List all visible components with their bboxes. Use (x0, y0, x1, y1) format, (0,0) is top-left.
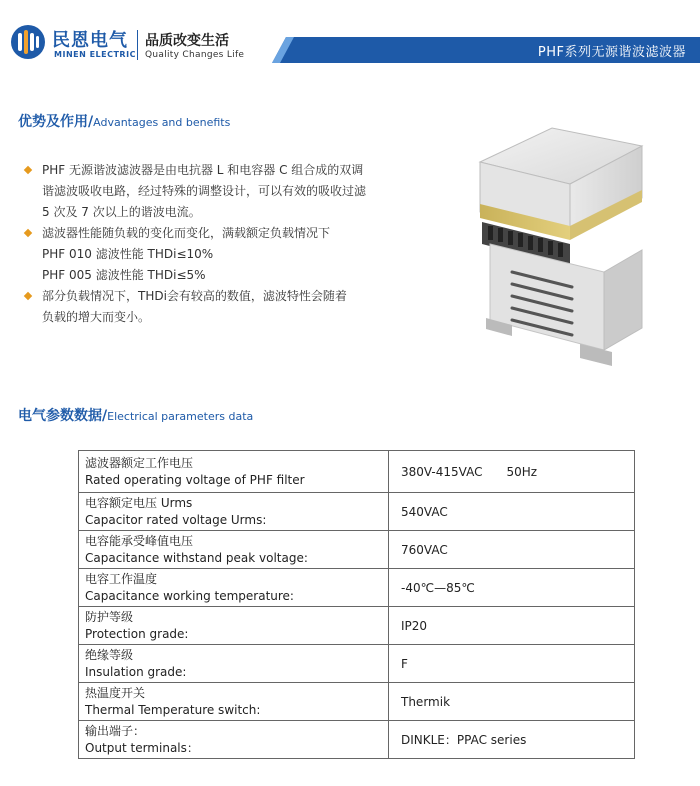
electrical-heading (18, 405, 253, 425)
param-value: DINKLE：PPAC series (389, 721, 635, 759)
param-label-cn: 电容额定电压 Urms (85, 495, 193, 510)
list-item-line: 负载的增大而变小。 (42, 310, 151, 324)
list-item-line: PHF 无源谐波滤波器是由电抗器 L 和电容器 C 组合成的双调 (42, 163, 364, 177)
param-label (79, 531, 389, 569)
list-item-line: 滤波器性能随负载的变化而变化，满载额定负载情况下 (42, 226, 331, 240)
electrical-params-table (78, 450, 635, 759)
param-label-cn: 输出端子： (85, 723, 146, 738)
param-label (79, 493, 389, 531)
list-item-line: 谐滤波吸收电路，经过特殊的调整设计，可以有效的吸收过滤 (42, 184, 367, 198)
param-label-en: Rated operating voltage of PHF filter (85, 472, 305, 487)
brand-name-cn: 民恩电气 (52, 30, 128, 51)
list-item-line: 5 次及 7 次以上的谐波电流。 (42, 205, 201, 219)
advantages-list (20, 160, 450, 328)
table-row (79, 683, 635, 721)
table-row (79, 451, 635, 493)
param-label-en: Capacitance working temperature: (85, 588, 294, 603)
slogan-en: Quality Changes Life (145, 50, 245, 60)
param-label (79, 607, 389, 645)
param-label-cn: 滤波器额定工作电压 (85, 455, 194, 470)
param-label-en: Thermal Temperature switch: (85, 702, 261, 717)
param-label-cn: 热温度开关 (85, 685, 146, 700)
slogan-cn: 品质改变生活 (145, 33, 229, 49)
param-label-cn: 防护等级 (85, 609, 134, 624)
table-row (79, 493, 635, 531)
param-label-en: Capacitor rated voltage Urms: (85, 512, 267, 527)
brand-name-en: MINEN ELECTRIC (54, 50, 136, 59)
table-row (79, 569, 635, 607)
param-value: 760VAC (389, 531, 635, 569)
brand-divider (137, 30, 138, 60)
param-label (79, 451, 389, 493)
brand-logo-icon (10, 24, 46, 60)
table-row (79, 531, 635, 569)
electrical-heading-en: Electrical parameters data (107, 410, 254, 423)
param-label (79, 645, 389, 683)
list-item (20, 160, 450, 223)
param-value: IP20 (389, 607, 635, 645)
param-value: Thermik (389, 683, 635, 721)
param-label-cn: 绝缘等级 (85, 647, 134, 662)
list-item-line: PHF 010 滤波性能 THDi≤10% (42, 247, 214, 261)
advantages-heading (18, 111, 230, 131)
param-value: -40℃—85℃ (389, 569, 635, 607)
bullet-diamond-icon (24, 166, 32, 174)
list-item-line: PHF 005 滤波性能 THDi≤5% (42, 268, 206, 282)
bullet-diamond-icon (24, 292, 32, 300)
product-photo (472, 122, 672, 392)
param-label-cn: 电容工作温度 (85, 571, 158, 586)
page-header (0, 0, 700, 80)
param-value: 540VAC (389, 493, 635, 531)
list-item (20, 223, 450, 286)
banner-title: PHF系列无源谐波滤波器 (537, 45, 686, 60)
bullet-diamond-icon (24, 229, 32, 237)
param-label (79, 721, 389, 759)
table-row (79, 645, 635, 683)
list-item (20, 286, 450, 328)
table-row (79, 721, 635, 759)
param-label (79, 569, 389, 607)
param-label-en: Insulation grade: (85, 664, 187, 679)
param-label-cn: 电容能承受峰值电压 (85, 533, 194, 548)
param-label (79, 683, 389, 721)
param-label-en: Capacitance withstand peak voltage: (85, 550, 308, 565)
param-value: F (389, 645, 635, 683)
param-value: 380V-415VAC 50Hz (389, 451, 635, 493)
param-label-en: Output terminals： (85, 740, 199, 755)
table-row (79, 607, 635, 645)
advantages-heading-en: Advantages and benefits (93, 116, 231, 129)
param-label-en: Protection grade: (85, 626, 189, 641)
electrical-heading-cn: 电气参数数据/ (18, 408, 108, 424)
list-item-line: 部分负载情况下，THDi会有较高的数值，滤波特性会随着 (42, 289, 347, 303)
advantages-heading-cn: 优势及作用/ (18, 114, 94, 130)
